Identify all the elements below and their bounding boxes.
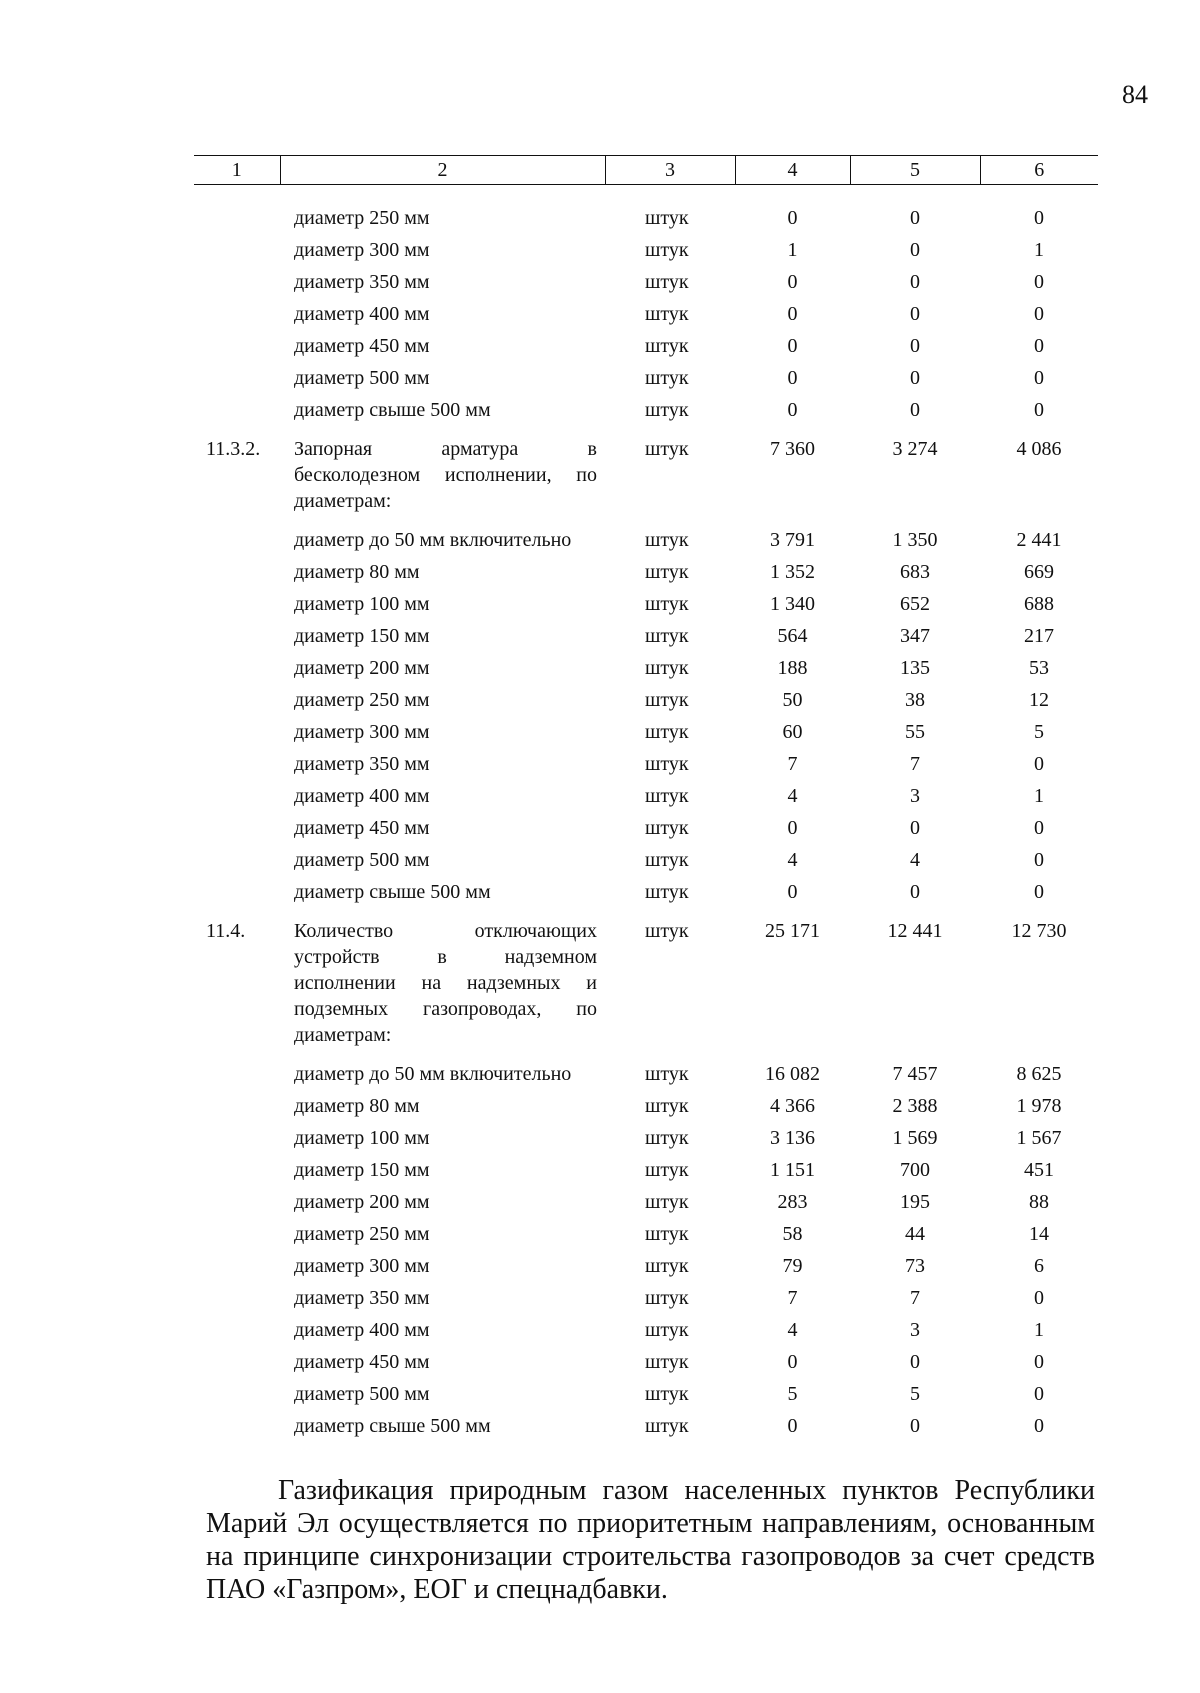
row-name: диаметр свыше 500 мм	[294, 881, 491, 903]
row-name: диаметр 300 мм	[294, 1255, 430, 1277]
value-col-4: 1 151	[770, 1159, 815, 1181]
value-col-5: 7	[910, 1287, 920, 1309]
value-col-6: 53	[1029, 657, 1049, 679]
value-col-5: 652	[900, 593, 930, 615]
table-row	[194, 362, 1098, 394]
table-row	[194, 652, 1098, 684]
value-col-6: 688	[1024, 593, 1054, 615]
column-header: 3	[605, 156, 735, 185]
value-col-5: 12 441	[887, 920, 943, 942]
row-name: диаметр 100 мм	[294, 1127, 430, 1149]
value-col-5: 195	[900, 1191, 930, 1213]
row-index	[194, 1378, 280, 1410]
row-index	[194, 620, 280, 652]
value-col-6: 12 730	[1011, 920, 1067, 942]
row-name: диаметр 250 мм	[294, 689, 430, 711]
value-col-5: 0	[910, 817, 920, 839]
row-name: диаметр 400 мм	[294, 303, 430, 325]
value-col-5: 1 350	[892, 529, 938, 551]
row-index	[194, 748, 280, 780]
value-col-5: 3	[910, 1319, 920, 1341]
table-row	[194, 1314, 1098, 1346]
value-col-6: 0	[1034, 1383, 1044, 1405]
row-name: диаметр 300 мм	[294, 239, 430, 261]
row-unit: штук	[645, 1287, 689, 1309]
row-unit: штук	[645, 1319, 689, 1341]
row-name: диаметр 300 мм	[294, 721, 430, 743]
value-col-4: 0	[787, 367, 798, 389]
value-col-5: 3 274	[892, 438, 938, 460]
row-name: диаметр 200 мм	[294, 657, 430, 679]
table-row	[194, 1090, 1098, 1122]
value-col-6: 12	[1029, 689, 1049, 711]
value-col-5: 0	[910, 399, 920, 421]
page-number: 84	[1122, 80, 1148, 109]
row-unit: штук	[645, 1351, 689, 1373]
value-col-4: 4	[787, 1319, 798, 1341]
table-row	[194, 1122, 1098, 1154]
row-index	[194, 394, 280, 426]
table-row	[194, 588, 1098, 620]
value-col-6: 0	[1034, 335, 1044, 357]
value-col-4: 7	[787, 753, 798, 775]
table-header-row	[194, 156, 1098, 185]
row-index	[194, 1122, 280, 1154]
value-col-4: 4	[787, 849, 798, 871]
row-name: диаметр 80 мм	[294, 1095, 420, 1117]
column-header: 5	[850, 156, 980, 185]
value-col-5: 73	[905, 1255, 925, 1277]
column-header: 2	[280, 156, 605, 185]
row-index	[194, 588, 280, 620]
table-row	[194, 234, 1098, 266]
row-unit: штук	[645, 689, 689, 711]
row-index	[194, 812, 280, 844]
table-row	[194, 330, 1098, 362]
value-col-4: 0	[787, 207, 798, 229]
row-unit: штук	[645, 657, 689, 679]
body-paragraph: Газификация природным газом населенных пунктов Республики Марий Эл осуществляется по приоритетным направлениям, основанным на принципе синхронизации строительства газопроводов за счет средств ПАО «Газпром», ЕОГ и спецнадбавки.	[206, 1475, 1095, 1605]
row-name: Запорная арматура в бесколодезном исполнении, по диаметрам:	[294, 438, 597, 512]
value-col-6: 217	[1024, 625, 1054, 647]
value-col-4: 50	[782, 689, 803, 711]
value-col-5: 0	[910, 881, 920, 903]
table-row	[194, 716, 1098, 748]
row-name: диаметр 450 мм	[294, 335, 430, 357]
value-col-4: 25 171	[765, 920, 820, 942]
row-name: диаметр 450 мм	[294, 817, 430, 839]
table-row	[194, 1378, 1098, 1410]
value-col-6: 14	[1029, 1223, 1049, 1245]
table-row	[194, 1410, 1098, 1442]
row-index	[194, 362, 280, 394]
column-header: 6	[980, 156, 1098, 185]
row-unit: штук	[645, 1191, 689, 1213]
value-col-5: 135	[900, 657, 930, 679]
column-header: 1	[194, 156, 280, 185]
row-unit: штук	[645, 1415, 689, 1437]
row-unit: штук	[645, 817, 689, 839]
value-col-6: 0	[1034, 399, 1044, 421]
table-row	[194, 556, 1098, 588]
row-name: диаметр 500 мм	[294, 1383, 430, 1405]
value-col-6: 1 567	[1016, 1127, 1062, 1149]
table-row	[194, 394, 1098, 426]
row-name: Количество отключающих устройств в надземном исполнении на надземных и подземных газопроводах, по диаметрам:	[294, 920, 597, 1046]
value-col-5: 0	[910, 1351, 920, 1373]
row-name: диаметр 200 мм	[294, 1191, 430, 1213]
data-table	[194, 155, 1098, 1442]
table-row	[194, 266, 1098, 298]
value-col-6: 0	[1034, 207, 1044, 229]
value-col-6: 451	[1024, 1159, 1054, 1181]
value-col-5: 44	[905, 1223, 925, 1245]
table-row	[194, 426, 1098, 517]
row-unit: штук	[645, 785, 689, 807]
row-unit: штук	[645, 593, 689, 615]
row-index	[194, 298, 280, 330]
row-unit: штук	[645, 753, 689, 775]
value-col-5: 0	[910, 367, 920, 389]
value-col-6: 1 978	[1016, 1095, 1062, 1117]
table-row	[194, 780, 1098, 812]
value-col-4: 58	[782, 1223, 803, 1245]
value-col-4: 1 340	[770, 593, 815, 615]
table-row	[194, 876, 1098, 908]
row-index	[194, 684, 280, 716]
value-col-5: 683	[900, 561, 930, 583]
row-index	[194, 556, 280, 588]
row-index	[194, 780, 280, 812]
row-name: диаметр 350 мм	[294, 1287, 430, 1309]
value-col-4: 5	[787, 1383, 798, 1405]
row-name: диаметр до 50 мм включительно	[294, 529, 572, 551]
row-index	[194, 716, 280, 748]
table-row	[194, 908, 1098, 1051]
value-col-6: 0	[1034, 1415, 1044, 1437]
value-col-4: 60	[782, 721, 803, 743]
row-unit: штук	[645, 1159, 689, 1181]
value-col-6: 669	[1024, 561, 1054, 583]
value-col-4: 0	[787, 1351, 798, 1373]
value-col-6: 0	[1034, 1351, 1044, 1373]
value-col-6: 0	[1034, 753, 1044, 775]
value-col-5: 4	[910, 849, 920, 871]
table-row	[194, 1346, 1098, 1378]
row-name: диаметр 150 мм	[294, 1159, 430, 1181]
row-unit: штук	[645, 1095, 689, 1117]
row-unit: штук	[645, 849, 689, 871]
value-col-4: 7 360	[770, 438, 815, 460]
value-col-6: 88	[1029, 1191, 1049, 1213]
row-name: диаметр 500 мм	[294, 849, 430, 871]
table-row	[194, 1250, 1098, 1282]
value-col-6: 0	[1034, 367, 1044, 389]
row-unit: штук	[645, 438, 689, 460]
row-index	[194, 1346, 280, 1378]
row-name: диаметр 100 мм	[294, 593, 430, 615]
value-col-6: 4 086	[1016, 438, 1062, 460]
value-col-6: 0	[1034, 1287, 1044, 1309]
value-col-4: 283	[777, 1191, 808, 1213]
table-row	[194, 748, 1098, 780]
row-unit: штук	[645, 920, 689, 942]
row-index: 11.3.2.	[206, 438, 261, 460]
row-name: диаметр свыше 500 мм	[294, 1415, 491, 1437]
table-row	[194, 684, 1098, 716]
table-row	[194, 298, 1098, 330]
table-row	[194, 1282, 1098, 1314]
row-index	[194, 1090, 280, 1122]
column-header: 4	[735, 156, 850, 185]
value-col-4: 4	[787, 785, 798, 807]
value-col-5: 0	[910, 271, 920, 293]
row-name: диаметр 80 мм	[294, 561, 420, 583]
row-index	[194, 517, 280, 556]
row-unit: штук	[645, 1255, 689, 1277]
row-unit: штук	[645, 625, 689, 647]
row-unit: штук	[645, 881, 689, 903]
value-col-5: 0	[910, 239, 920, 261]
row-name: диаметр 400 мм	[294, 785, 430, 807]
value-col-4: 4 366	[770, 1095, 815, 1117]
value-col-6: 1	[1034, 239, 1044, 261]
value-col-5: 0	[910, 207, 920, 229]
row-name: диаметр 500 мм	[294, 367, 430, 389]
value-col-5: 347	[900, 625, 930, 647]
row-unit: штук	[645, 721, 689, 743]
value-col-4: 3 791	[770, 529, 815, 551]
row-name: диаметр 400 мм	[294, 1319, 430, 1341]
row-index	[194, 1314, 280, 1346]
row-index	[194, 234, 280, 266]
table-row	[194, 185, 1098, 235]
value-col-6: 0	[1034, 817, 1044, 839]
row-index	[194, 330, 280, 362]
value-col-6: 6	[1034, 1255, 1044, 1277]
table-body	[194, 185, 1098, 1443]
value-col-5: 7 457	[892, 1063, 938, 1085]
row-index	[194, 1250, 280, 1282]
row-index	[194, 1186, 280, 1218]
row-name: диаметр 250 мм	[294, 207, 430, 229]
row-unit: штук	[645, 1223, 689, 1245]
row-unit: штук	[645, 335, 689, 357]
value-col-6: 1	[1034, 1319, 1044, 1341]
row-index	[194, 185, 280, 235]
row-name: диаметр до 50 мм включительно	[294, 1063, 572, 1085]
table-row	[194, 844, 1098, 876]
value-col-5: 1 569	[892, 1127, 938, 1149]
value-col-4: 0	[787, 817, 798, 839]
row-unit: штук	[645, 303, 689, 325]
row-name: диаметр 150 мм	[294, 625, 430, 647]
row-index: 11.4.	[206, 920, 246, 942]
row-index	[194, 1154, 280, 1186]
row-name: диаметр 350 мм	[294, 753, 430, 775]
value-col-5: 55	[905, 721, 925, 743]
row-unit: штук	[645, 367, 689, 389]
table-row	[194, 1218, 1098, 1250]
value-col-4: 564	[777, 625, 808, 647]
value-col-6: 0	[1034, 271, 1044, 293]
value-col-5: 5	[910, 1383, 920, 1405]
value-col-4: 1	[787, 239, 798, 261]
value-col-5: 700	[900, 1159, 930, 1181]
value-col-4: 0	[787, 881, 798, 903]
table-row	[194, 620, 1098, 652]
value-col-4: 3 136	[770, 1127, 815, 1149]
row-index	[194, 876, 280, 908]
row-unit: штук	[645, 271, 689, 293]
row-index	[194, 844, 280, 876]
value-col-5: 3	[910, 785, 920, 807]
value-col-4: 188	[777, 657, 808, 679]
value-col-4: 0	[787, 335, 798, 357]
value-col-4: 79	[782, 1255, 803, 1277]
row-unit: штук	[645, 1383, 689, 1405]
row-unit: штук	[645, 1127, 689, 1149]
row-name: диаметр свыше 500 мм	[294, 399, 491, 421]
row-index	[194, 266, 280, 298]
value-col-5: 0	[910, 335, 920, 357]
table-row	[194, 517, 1098, 556]
value-col-5: 2 388	[892, 1095, 938, 1117]
value-col-4: 0	[787, 399, 798, 421]
value-col-6: 0	[1034, 303, 1044, 325]
row-unit: штук	[645, 399, 689, 421]
row-index	[194, 1051, 280, 1090]
value-col-4: 0	[787, 271, 798, 293]
row-name: диаметр 250 мм	[294, 1223, 430, 1245]
row-name: диаметр 450 мм	[294, 1351, 430, 1373]
row-unit: штук	[645, 207, 689, 229]
value-col-4: 7	[787, 1287, 798, 1309]
value-col-5: 38	[905, 689, 925, 711]
value-col-4: 0	[787, 303, 798, 325]
row-index	[194, 1218, 280, 1250]
value-col-6: 1	[1034, 785, 1044, 807]
table-header	[194, 156, 1098, 185]
row-index	[194, 652, 280, 684]
row-index	[194, 1282, 280, 1314]
row-unit: штук	[645, 1063, 689, 1085]
row-index	[194, 1410, 280, 1442]
value-col-5: 0	[910, 1415, 920, 1437]
table-row	[194, 1051, 1098, 1090]
value-col-6: 5	[1034, 721, 1044, 743]
value-col-6: 8 625	[1016, 1063, 1062, 1085]
value-col-4: 1 352	[770, 561, 815, 583]
row-unit: штук	[645, 561, 689, 583]
value-col-4: 16 082	[765, 1063, 820, 1085]
row-unit: штук	[645, 529, 689, 551]
value-col-6: 0	[1034, 849, 1044, 871]
value-col-6: 0	[1034, 881, 1044, 903]
value-col-6: 2 441	[1016, 529, 1062, 551]
table-row	[194, 1154, 1098, 1186]
value-col-5: 0	[910, 303, 920, 325]
table-row	[194, 1186, 1098, 1218]
row-unit: штук	[645, 239, 689, 261]
value-col-5: 7	[910, 753, 920, 775]
row-name: диаметр 350 мм	[294, 271, 430, 293]
value-col-4: 0	[787, 1415, 798, 1437]
table-row	[194, 812, 1098, 844]
